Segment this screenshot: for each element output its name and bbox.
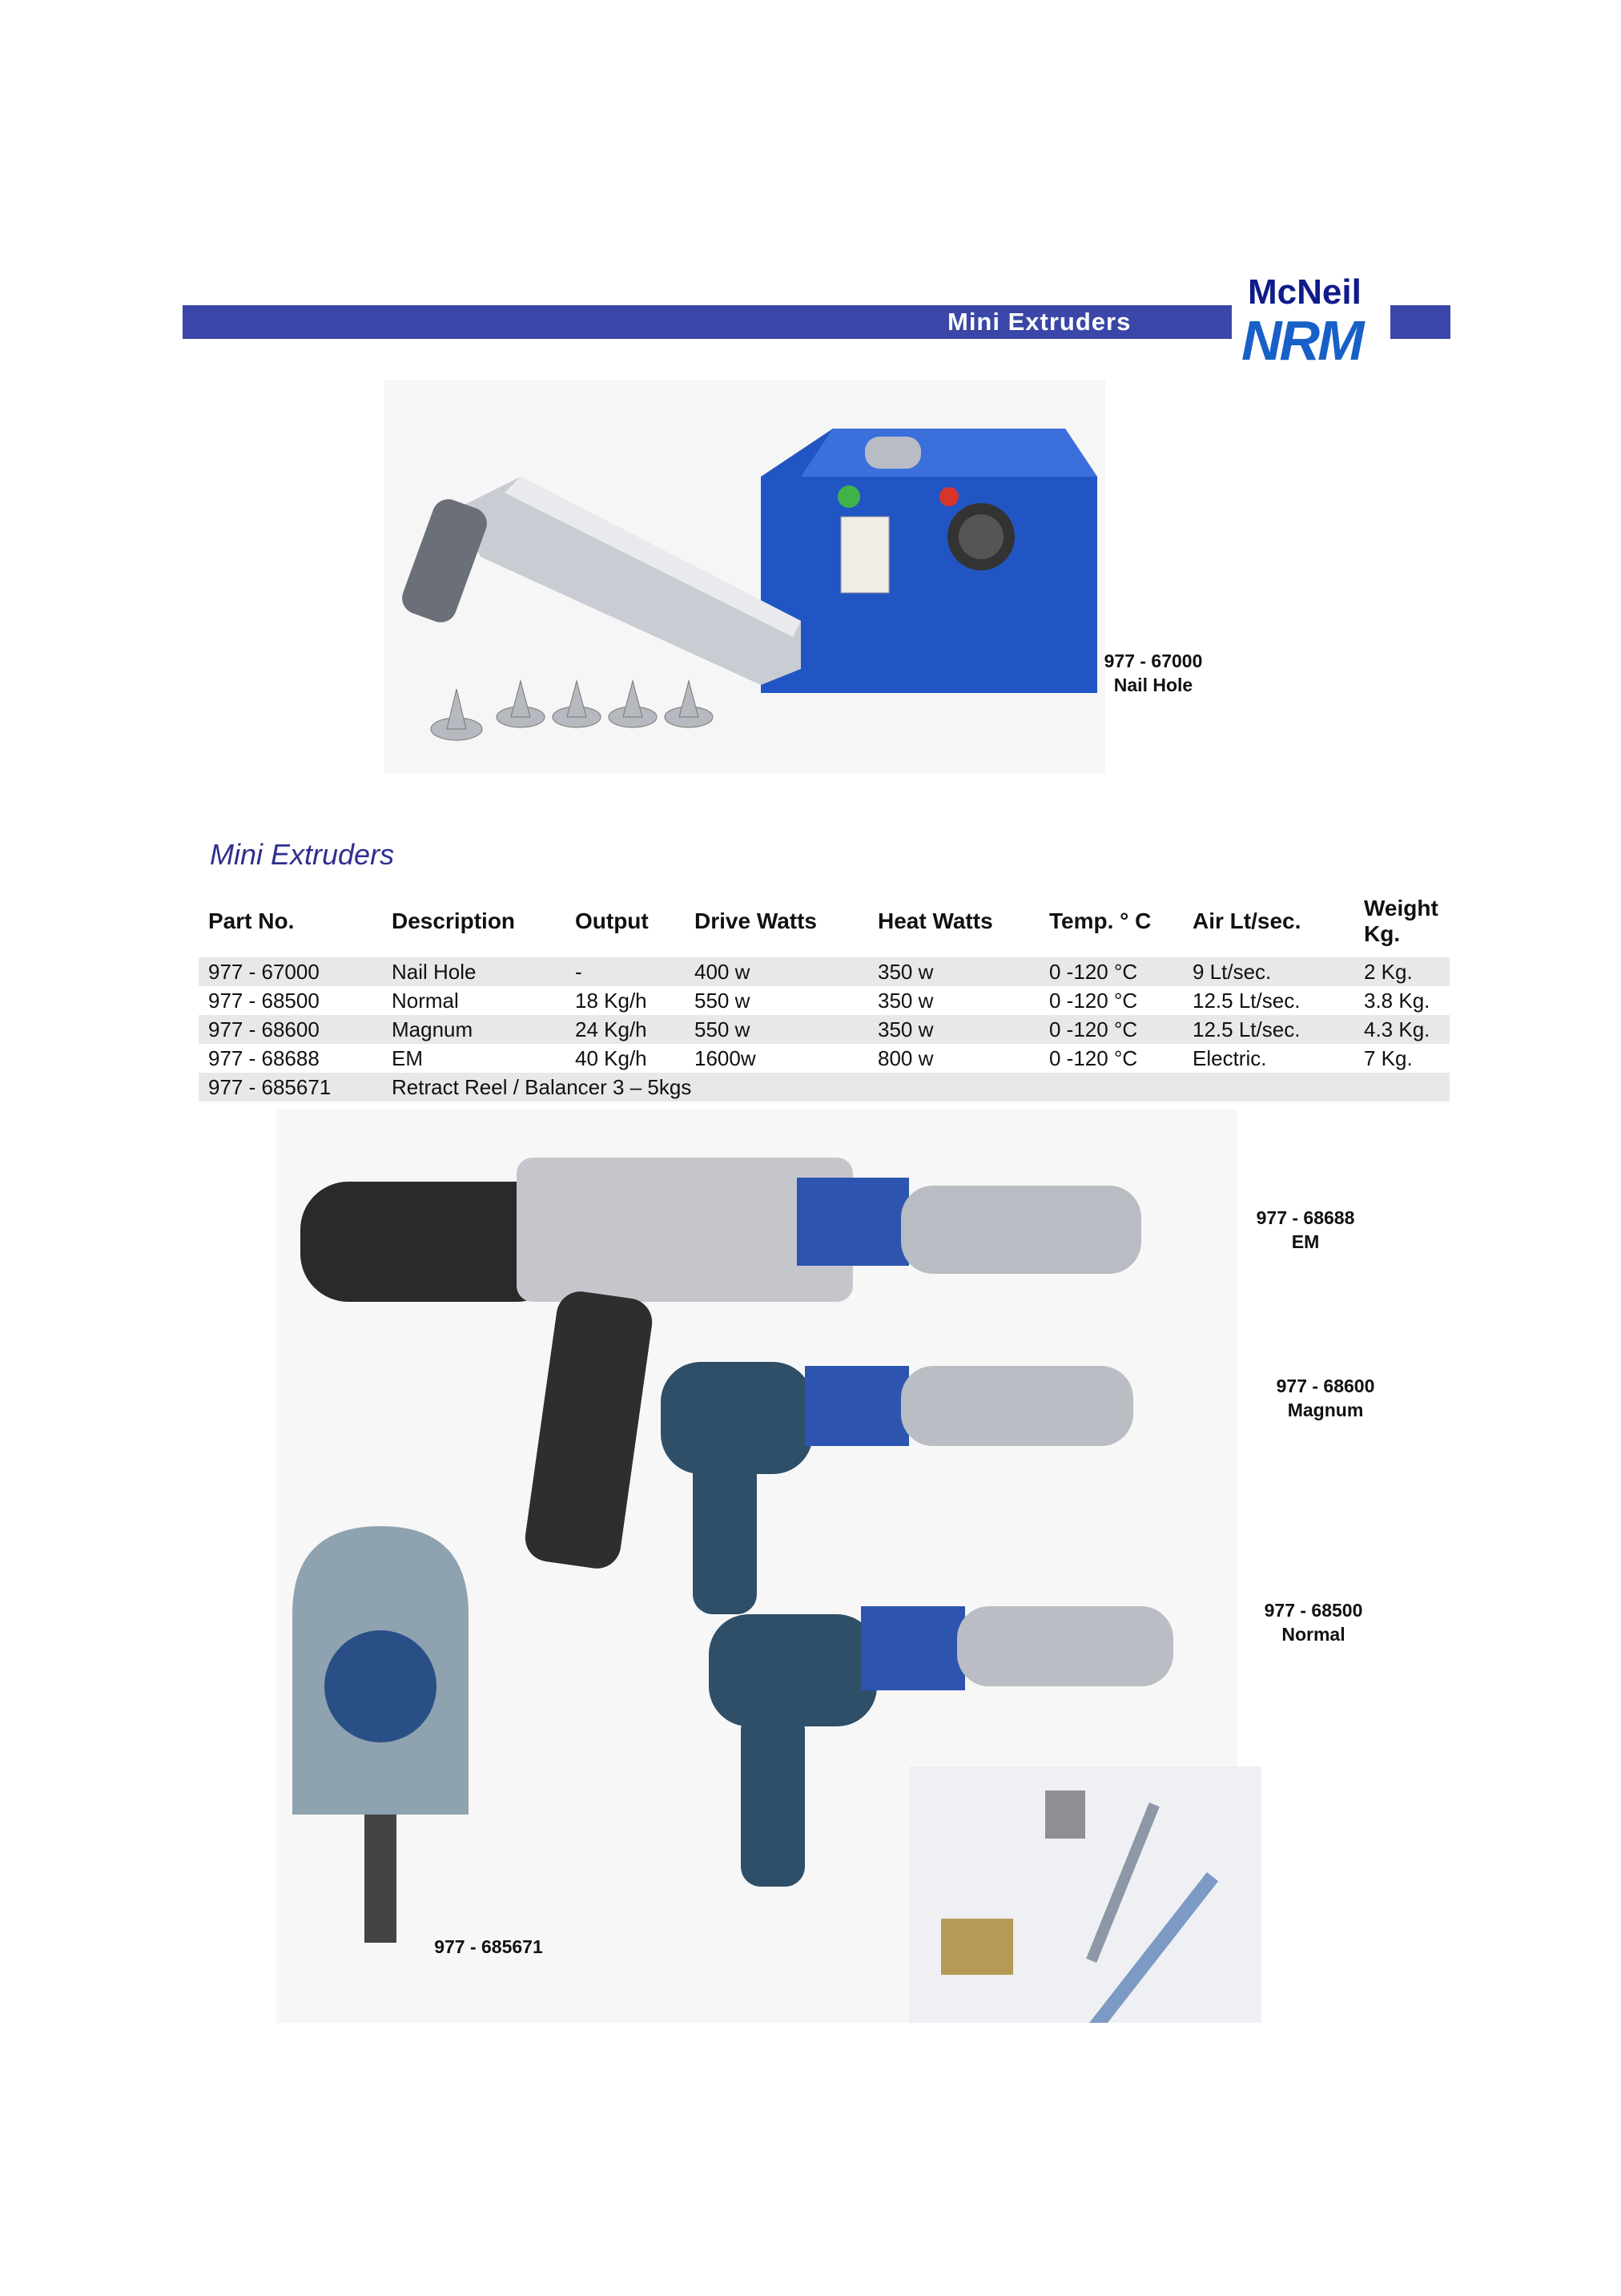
caption-part-number: 977 - 68500 (1264, 1600, 1363, 1621)
column-header: Heat Watts (878, 908, 993, 933)
nail-hole-extruder-photo (384, 381, 1105, 773)
table-cell: 350 w (868, 957, 1040, 986)
table-cell: Retract Reel / Balancer 3 – 5kgs (382, 1073, 1450, 1102)
table-cell: 9 Lt/sec. (1183, 957, 1354, 986)
caption-product-name: Magnum (1287, 1400, 1364, 1420)
logo-text-mcneil: McNeil (1248, 272, 1362, 312)
caption-part-number: 977 - 68600 (1276, 1376, 1375, 1396)
extruders-collage-photo (276, 1110, 1382, 2023)
table-cell: 24 Kg/h (565, 1015, 685, 1044)
mcneil-nrm-logo (1232, 264, 1390, 377)
table-row (199, 1073, 1450, 1102)
table-cell: 400 w (685, 957, 868, 986)
specifications-table (199, 885, 1450, 1102)
caption-nail-hole (1081, 649, 1225, 697)
table-cell: 550 w (694, 989, 750, 1013)
table-cell: - (565, 957, 685, 986)
section-heading: Mini Extruders (210, 838, 395, 871)
column-header: Weight Kg. (1364, 896, 1438, 946)
caption-part-number: 977 - 685671 (434, 1936, 543, 1957)
table-cell: 7 Kg. (1364, 1046, 1413, 1070)
caption-normal (1241, 1598, 1386, 1646)
table-cell: 1600w (694, 1046, 756, 1070)
page-title: Mini Extruders (947, 308, 1132, 336)
table-row (199, 1044, 1450, 1073)
table-cell: 0 -120 °C (1040, 957, 1183, 986)
table-row (199, 986, 1450, 1015)
caption-product-name: EM (1291, 1231, 1320, 1252)
logo-text-nrm: NRM (1241, 309, 1362, 372)
table-cell: Magnum (382, 1015, 565, 1044)
caption-magnum (1253, 1374, 1398, 1422)
table-cell: 350 w (878, 989, 934, 1013)
caption-product-name: Normal (1281, 1624, 1345, 1645)
column-header: Output (575, 908, 649, 933)
table-cell: 0 -120 °C (1049, 989, 1138, 1013)
caption-part-number: 977 - 68688 (1256, 1207, 1355, 1228)
column-header: Part No. (208, 908, 295, 933)
column-header: Drive Watts (694, 908, 818, 933)
table-cell: 977 - 68600 (199, 1015, 382, 1044)
spare-parts (909, 1766, 1261, 2023)
table-row (199, 957, 1450, 986)
column-header: Description (392, 908, 516, 933)
table-cell: EM (392, 1046, 423, 1070)
table-header-row (199, 885, 1450, 957)
caption-balancer (408, 1935, 569, 1959)
table-cell: 977 - 67000 (199, 957, 382, 986)
table-cell: 4.3 Kg. (1354, 1015, 1450, 1044)
table-row (199, 1015, 1450, 1044)
caption-product-name: Nail Hole (1113, 675, 1193, 695)
table-cell: 977 - 68688 (208, 1046, 320, 1070)
column-header: Temp. ° C (1049, 908, 1152, 933)
table-cell: 0 -120 °C (1040, 1015, 1183, 1044)
table-cell: Nail Hole (382, 957, 565, 986)
table-cell: 18 Kg/h (575, 989, 647, 1013)
table-cell: 800 w (878, 1046, 934, 1070)
table-cell: 977 - 68500 (208, 989, 320, 1013)
table-cell: 3.8 Kg. (1364, 989, 1430, 1013)
table-cell: Electric. (1193, 1046, 1267, 1070)
column-header: Air Lt/sec. (1193, 908, 1301, 933)
table-cell: 977 - 685671 (199, 1073, 382, 1102)
table-cell: 2 Kg. (1354, 957, 1450, 986)
table-cell: 0 -120 °C (1049, 1046, 1138, 1070)
table-cell: 550 w (685, 1015, 868, 1044)
table-cell: 40 Kg/h (575, 1046, 647, 1070)
caption-em (1233, 1206, 1378, 1254)
table-cell: 350 w (868, 1015, 1040, 1044)
table-cell: 12.5 Lt/sec. (1183, 1015, 1354, 1044)
table-cell: 12.5 Lt/sec. (1193, 989, 1301, 1013)
table-cell: Normal (392, 989, 459, 1013)
caption-part-number: 977 - 67000 (1104, 651, 1203, 671)
